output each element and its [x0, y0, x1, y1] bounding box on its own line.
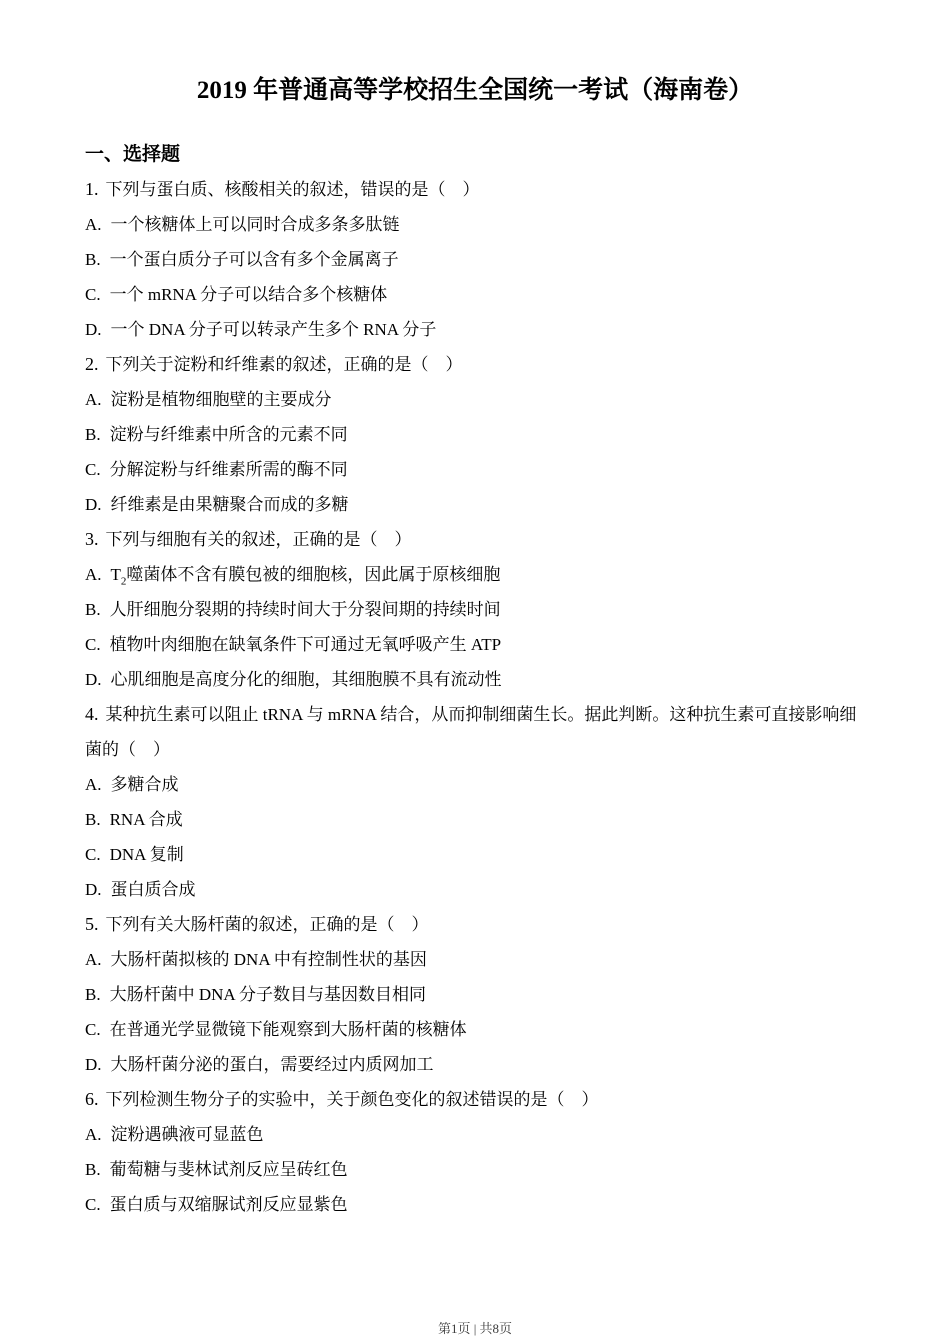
- question-text: 下列与细胞有关的叙述，正确的是（ ）: [105, 530, 412, 549]
- option-text: 在普通光学显微镜下能观察到大肠杆菌的核糖体: [109, 1020, 467, 1039]
- question-number: 4.: [85, 704, 99, 724]
- option-label: D.: [85, 1055, 102, 1074]
- question-stem: [85, 172, 870, 207]
- question-stem: [85, 522, 870, 557]
- option-text: 蛋白质合成: [110, 880, 196, 899]
- answer-option-a: [85, 1117, 870, 1152]
- answer-option-c: [85, 1012, 870, 1047]
- page-footer: [0, 1320, 950, 1338]
- option-label: D.: [85, 880, 102, 899]
- answer-option-d: [85, 312, 870, 347]
- option-label: B.: [85, 810, 101, 829]
- option-label: C.: [85, 845, 101, 864]
- question-text: 下列关于淀粉和纤维素的叙述，正确的是（ ）: [105, 355, 463, 374]
- option-label: C.: [85, 635, 101, 654]
- option-text: 植物叶肉细胞在缺氧条件下可通过无氧呼吸产生 ATP: [109, 635, 502, 654]
- question-text: 下列有关大肠杆菌的叙述，正确的是（ ）: [105, 915, 429, 934]
- page-title: 2019 年普通高等学校招生全国统一考试（海南卷）: [196, 77, 754, 104]
- option-label: C.: [85, 1020, 101, 1039]
- question-text: 某种抗生素可以阻止 tRNA 与 mRNA 结合，从而抑制细菌生长。据此判断。这种抗生素可直接影响细菌的（ ）: [85, 705, 857, 759]
- answer-option-a: [85, 557, 870, 592]
- option-label: A.: [85, 565, 102, 584]
- question-text: 下列检测生物分子的实验中，关于颜色变化的叙述错误的是（ ）: [105, 1090, 599, 1109]
- option-text: 葡萄糖与斐林试剂反应呈砖红色: [109, 1160, 348, 1179]
- option-text: 一个 DNA 分子可以转录产生多个 RNA 分子: [110, 320, 437, 339]
- option-label: A.: [85, 390, 102, 409]
- option-text: 淀粉遇碘液可显蓝色: [110, 1125, 264, 1144]
- answer-option-b: [85, 977, 870, 1012]
- option-text-prefix: T: [110, 565, 121, 584]
- option-label: D.: [85, 670, 102, 689]
- option-text: 蛋白质与双缩脲试剂反应显紫色: [109, 1195, 348, 1214]
- option-text: 心肌细胞是高度分化的细胞，其细胞膜不具有流动性: [110, 670, 502, 689]
- option-label: A.: [85, 215, 102, 234]
- answer-option-d: [85, 487, 870, 522]
- answer-option-b: [85, 1152, 870, 1187]
- option-text: 一个蛋白质分子可以含有多个金属离子: [109, 250, 399, 269]
- answer-option-a: [85, 942, 870, 977]
- option-text: 大肠杆菌中 DNA 分子数目与基因数目相同: [109, 985, 426, 1004]
- question-5: [85, 907, 870, 1082]
- question-number: 3.: [85, 529, 99, 549]
- option-label: B.: [85, 1160, 101, 1179]
- question-6: [85, 1082, 870, 1222]
- option-text: 大肠杆菌拟核的 DNA 中有控制性状的基因: [110, 950, 427, 969]
- answer-option-a: [85, 382, 870, 417]
- option-label: C.: [85, 1195, 101, 1214]
- option-label: B.: [85, 425, 101, 444]
- answer-option-d: [85, 662, 870, 697]
- question-2: [85, 347, 870, 522]
- option-text: 淀粉与纤维素中所含的元素不同: [109, 425, 348, 444]
- answer-option-c: [85, 627, 870, 662]
- question-stem: [85, 1082, 870, 1117]
- option-label: A.: [85, 950, 102, 969]
- question-1: [85, 172, 870, 347]
- option-text: DNA 复制: [109, 845, 184, 864]
- answer-option-c: [85, 837, 870, 872]
- option-text-subscript: 2: [120, 575, 127, 588]
- option-text: 一个 mRNA 分子可以结合多个核糖体: [109, 285, 388, 304]
- answer-option-b: [85, 242, 870, 277]
- answer-option-c: [85, 277, 870, 312]
- option-label: B.: [85, 250, 101, 269]
- option-text: 大肠杆菌分泌的蛋白，需要经过内质网加工: [110, 1055, 434, 1074]
- option-label: B.: [85, 600, 101, 619]
- question-stem: [85, 347, 870, 382]
- question-number: 1.: [85, 179, 99, 199]
- question-3: [85, 522, 870, 697]
- option-text: 分解淀粉与纤维素所需的酶不同: [109, 460, 348, 479]
- option-text: 淀粉是植物细胞壁的主要成分: [110, 390, 332, 409]
- option-text: 人肝细胞分裂期的持续时间大于分裂间期的持续时间: [109, 600, 501, 619]
- question-stem: [85, 907, 870, 942]
- option-text: 纤维素是由果糖聚合而成的多糖: [110, 495, 349, 514]
- option-label: C.: [85, 460, 101, 479]
- option-text: 噬菌体不含有膜包被的细胞核，因此属于原核细胞: [126, 565, 501, 584]
- answer-option-a: [85, 207, 870, 242]
- option-text: RNA 合成: [109, 810, 183, 829]
- answer-option-a: [85, 767, 870, 802]
- answer-option-d: [85, 872, 870, 907]
- question-stem: [85, 697, 870, 767]
- answer-option-d: [85, 1047, 870, 1082]
- section-heading: 一、选择题: [85, 144, 181, 165]
- answer-option-c: [85, 1187, 870, 1222]
- answer-option-b: [85, 802, 870, 837]
- question-number: 5.: [85, 914, 99, 934]
- question-number: 6.: [85, 1089, 99, 1109]
- footer-page-indicator: 第1页 | 共8页: [437, 1321, 513, 1336]
- option-text: 多糖合成: [110, 775, 179, 794]
- answer-option-c: [85, 452, 870, 487]
- option-label: A.: [85, 775, 102, 794]
- option-label: D.: [85, 320, 102, 339]
- answer-option-b: [85, 592, 870, 627]
- answer-option-b: [85, 417, 870, 452]
- questions-list: [85, 172, 870, 1222]
- option-label: A.: [85, 1125, 102, 1144]
- question-4: [85, 697, 870, 907]
- option-label: D.: [85, 495, 102, 514]
- question-number: 2.: [85, 354, 99, 374]
- option-label: B.: [85, 985, 101, 1004]
- option-text: 一个核糖体上可以同时合成多条多肽链: [110, 215, 400, 234]
- question-text: 下列与蛋白质、核酸相关的叙述，错误的是（ ）: [105, 180, 480, 199]
- option-label: C.: [85, 285, 101, 304]
